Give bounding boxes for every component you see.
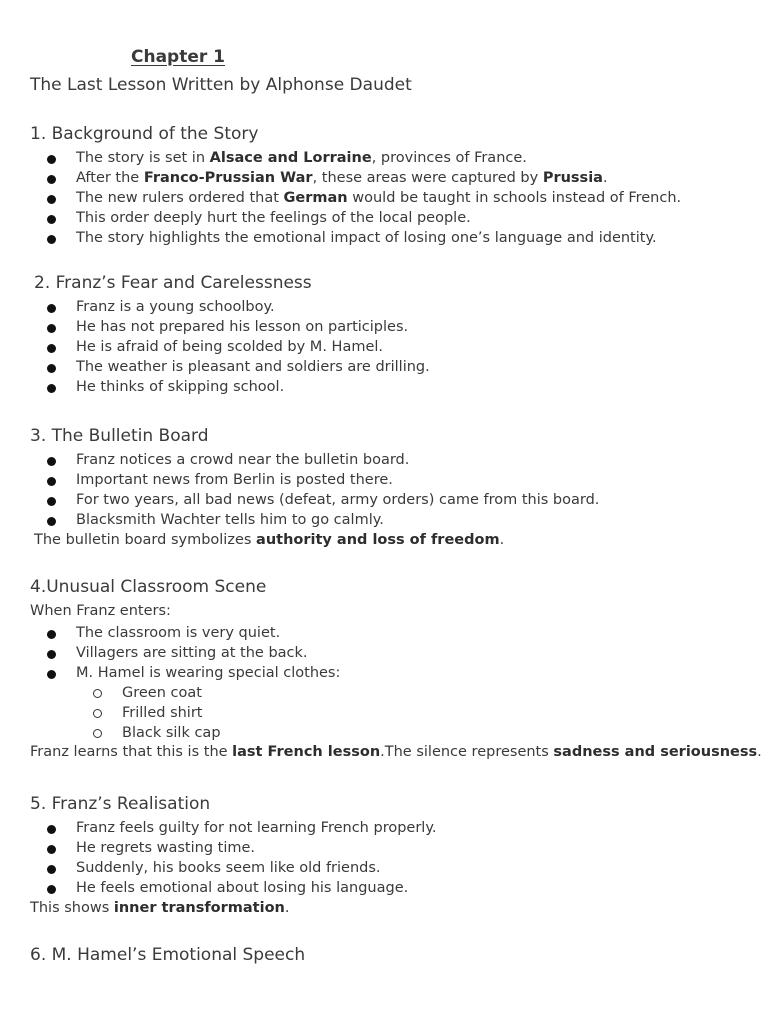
document-title: The Last Lesson Written by Alphonse Daudet — [30, 75, 412, 95]
bullet-icon — [47, 304, 56, 313]
section-1-heading: 1. Background of the Story — [30, 124, 259, 144]
bullet-icon — [47, 215, 56, 224]
section-2-bullet: He thinks of skipping school. — [76, 379, 285, 395]
sub-bullet-icon — [93, 709, 102, 718]
bullet-icon — [47, 175, 56, 184]
bullet-icon — [47, 865, 56, 874]
sub-bullet-icon — [93, 729, 102, 738]
bullet-icon — [47, 825, 56, 834]
section-1-bullet: This order deeply hurt the feelings of the local people. — [76, 210, 471, 226]
bullet-icon — [47, 630, 56, 639]
section-4-intro: When Franz enters: — [30, 603, 171, 619]
section-3-bullet: For two years, all bad news (defeat, army orders) came from this board. — [76, 492, 600, 508]
bullet-icon — [47, 457, 56, 466]
section-2-bullet: Franz is a young schoolboy. — [76, 299, 275, 315]
section-3-note: The bulletin board symbolizes authority and loss of freedom. — [34, 532, 505, 548]
section-4-bullet: The classroom is very quiet. — [76, 625, 281, 641]
bullet-icon — [47, 517, 56, 526]
bullet-icon — [47, 497, 56, 506]
section-3-heading: 3. The Bulletin Board — [30, 426, 209, 446]
bullet-icon — [47, 344, 56, 353]
chapter-heading: Chapter 1 — [131, 47, 226, 67]
bullet-icon — [47, 650, 56, 659]
section-4-heading: 4.Unusual Classroom Scene — [30, 577, 267, 597]
section-4-sub-bullet: Black silk cap — [122, 725, 221, 741]
section-5-bullet: He feels emotional about losing his language. — [76, 880, 409, 896]
section-4-bullet: Villagers are sitting at the back. — [76, 645, 308, 661]
section-4-sub-bullet: Green coat — [122, 685, 202, 701]
bullet-icon — [47, 477, 56, 486]
bullet-icon — [47, 195, 56, 204]
section-3-bullet: Important news from Berlin is posted there. — [76, 472, 393, 488]
section-3-bullet: Blacksmith Wachter tells him to go calmly. — [76, 512, 384, 528]
bullet-icon — [47, 845, 56, 854]
section-5-bullet: He regrets wasting time. — [76, 840, 255, 856]
bullet-icon — [47, 324, 56, 333]
section-1-bullet: After the Franco-Prussian War, these areas were captured by Prussia. — [76, 170, 608, 186]
bullet-icon — [47, 364, 56, 373]
section-1-bullet: The new rulers ordered that German would be taught in schools instead of French. — [76, 190, 682, 206]
section-4-bullet: M. Hamel is wearing special clothes: — [76, 665, 341, 681]
section-5-note: This shows inner transformation. — [30, 900, 290, 916]
section-5-bullet: Suddenly, his books seem like old friends. — [76, 860, 381, 876]
section-5-bullet: Franz feels guilty for not learning French properly. — [76, 820, 437, 836]
section-3-bullet: Franz notices a crowd near the bulletin board. — [76, 452, 410, 468]
bullet-icon — [47, 670, 56, 679]
section-1-bullet: The story highlights the emotional impact of losing one’s language and identity. — [76, 230, 657, 246]
bullet-icon — [47, 155, 56, 164]
section-2-heading: 2. Franz’s Fear and Carelessness — [34, 273, 312, 293]
section-5-heading: 5. Franz’s Realisation — [30, 794, 211, 814]
bullet-icon — [47, 384, 56, 393]
bullet-icon — [47, 235, 56, 244]
section-1-bullet: The story is set in Alsace and Lorraine, provinces of France. — [76, 150, 527, 166]
section-4-note: Franz learns that this is the last French lesson.The silence represents sadness and seriousness. — [30, 744, 762, 760]
section-2-bullet: He has not prepared his lesson on participles. — [76, 319, 409, 335]
section-4-sub-bullet: Frilled shirt — [122, 705, 203, 721]
bullet-icon — [47, 885, 56, 894]
section-2-bullet: The weather is pleasant and soldiers are drilling. — [76, 359, 430, 375]
sub-bullet-icon — [93, 689, 102, 698]
section-2-bullet: He is afraid of being scolded by M. Hamel. — [76, 339, 384, 355]
section-6-heading: 6. M. Hamel’s Emotional Speech — [30, 945, 306, 965]
